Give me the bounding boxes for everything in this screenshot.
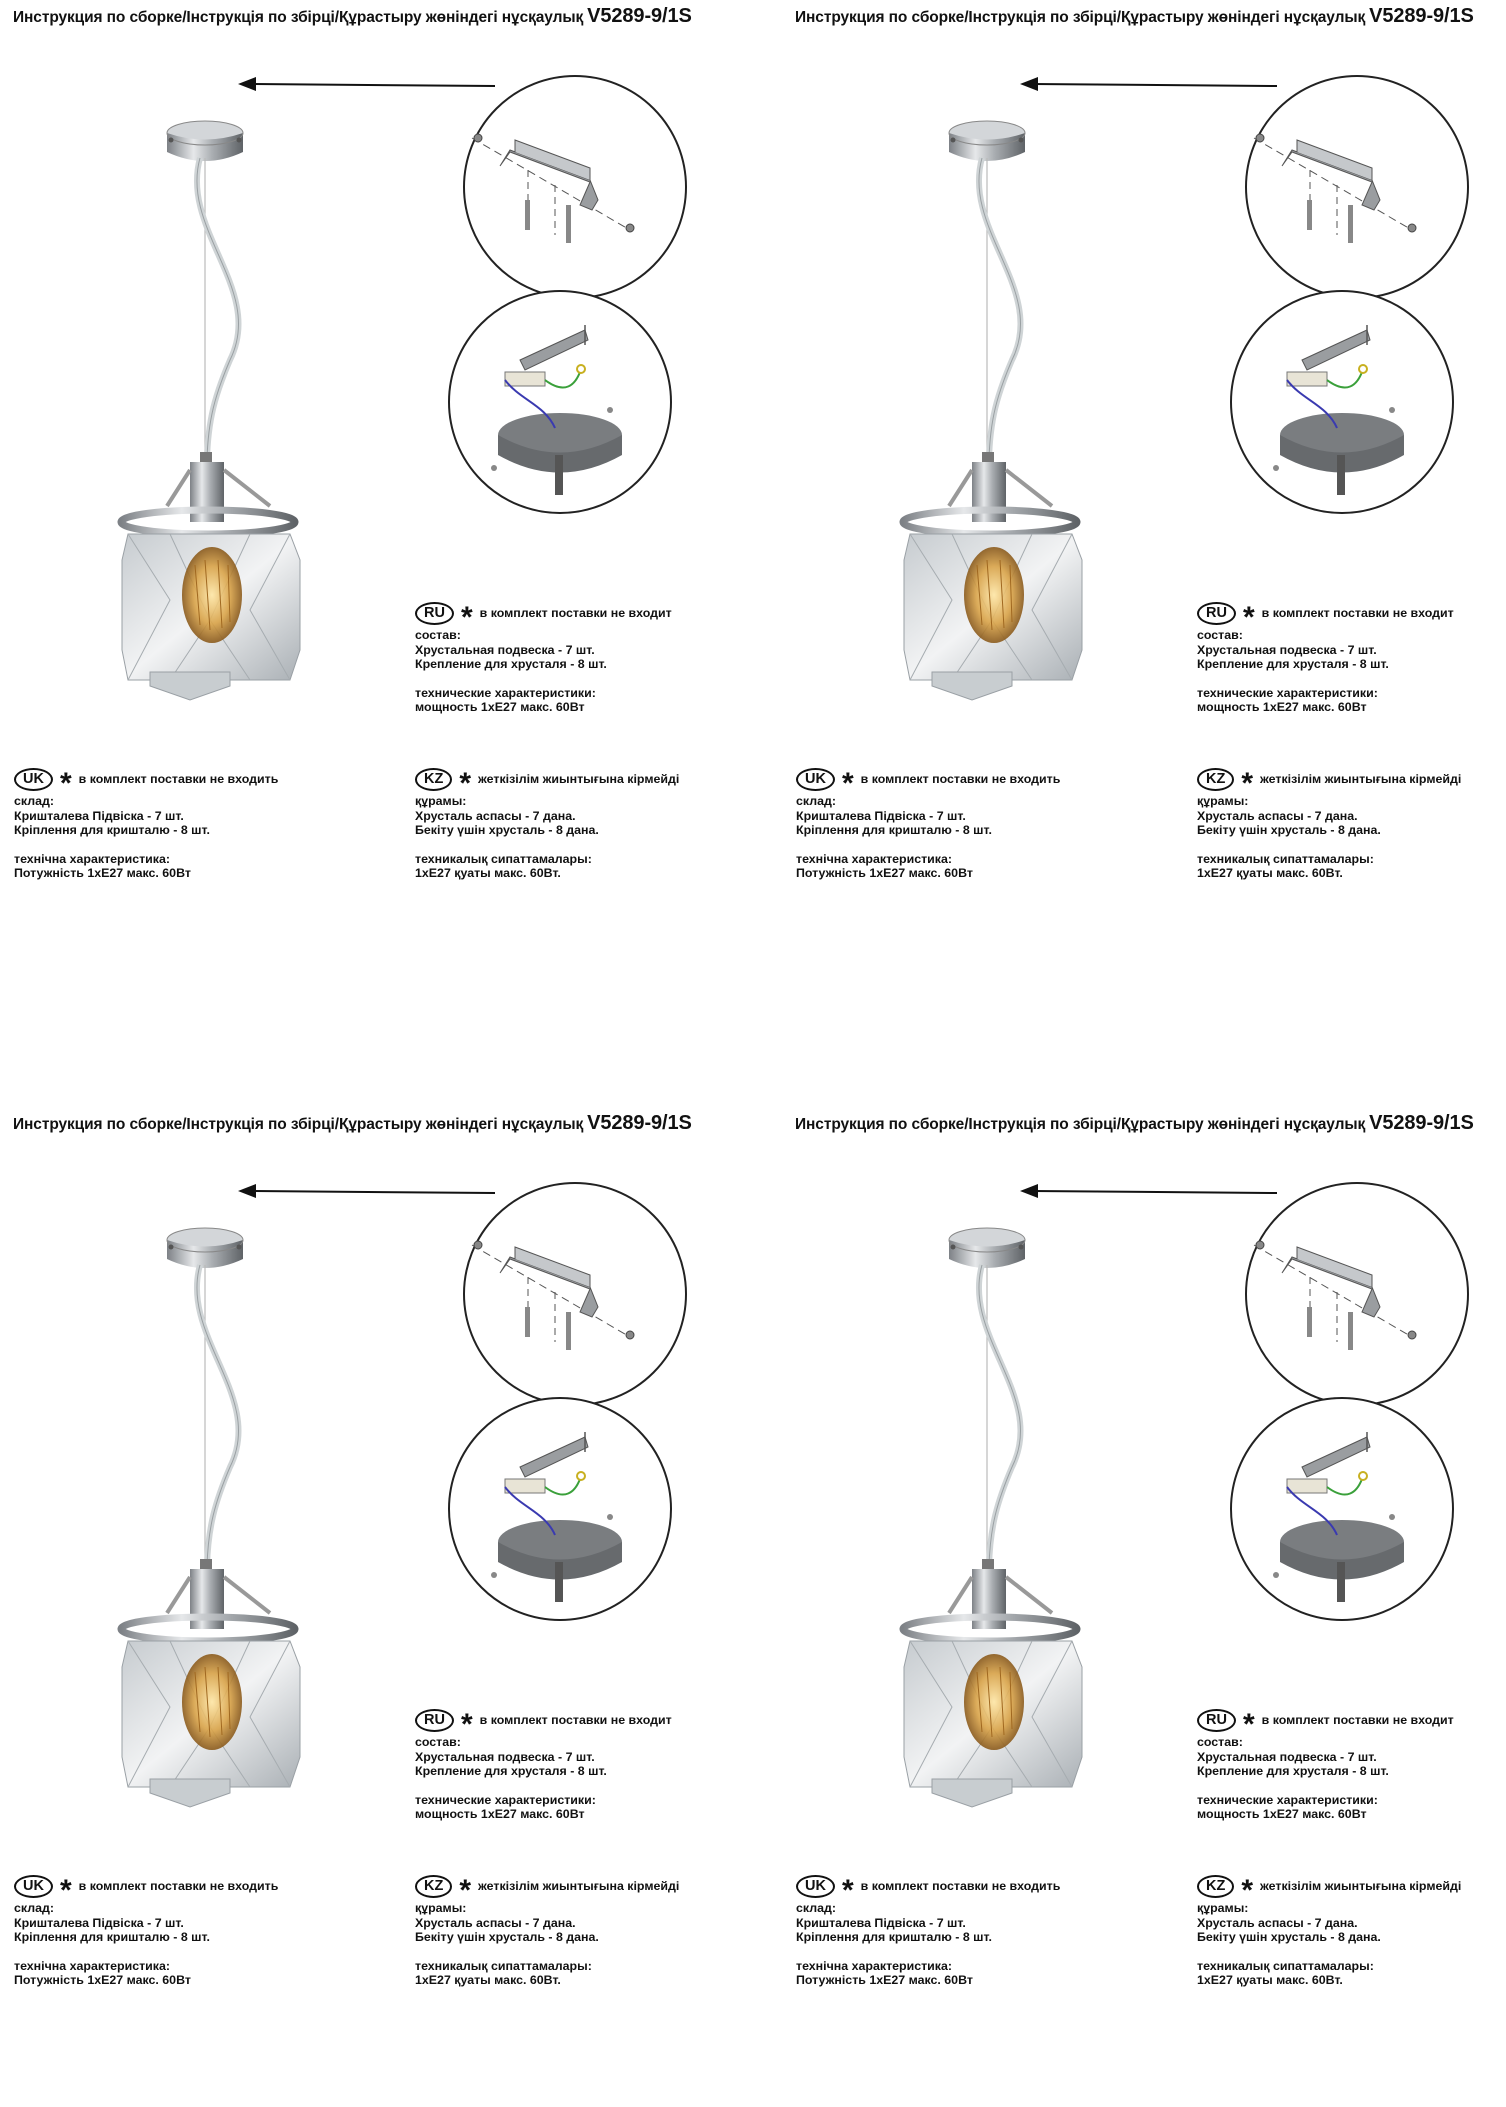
uk-specs-label: технічна характеристика: bbox=[14, 1958, 171, 1973]
instruction-panel-1 bbox=[0, 0, 753, 1000]
uk-badge: UK bbox=[796, 768, 835, 791]
uk-section bbox=[14, 766, 278, 881]
ru-composition-item: Крепление для хрусталя - 8 шт. bbox=[1197, 657, 1389, 671]
arrow-left-icon bbox=[238, 77, 495, 91]
kz-note: жеткізілім жиынтығына кірмейді bbox=[478, 1878, 680, 1893]
ru-composition-label: состав: bbox=[1197, 628, 1243, 642]
panel-title: Инструкция по сборке/Інструкція по збірці/Құрастыру жөніндегі нұсқаулық V5289-9/1S bbox=[13, 5, 692, 27]
uk-badge: UK bbox=[14, 1875, 53, 1898]
asterisk-icon: * bbox=[59, 767, 72, 800]
kz-composition-item: Хрусталь аспасы - 7 дана. bbox=[415, 808, 576, 823]
kz-badge: KZ bbox=[1197, 768, 1234, 791]
uk-composition-item: Кришталева Підвіска - 7 шт. bbox=[14, 808, 184, 823]
ru-composition-item: Хрустальная подвеска - 7 шт. bbox=[415, 1749, 595, 1764]
uk-composition-item: Кріплення для кришталю - 8 шт. bbox=[14, 823, 210, 837]
lamp-illustration bbox=[903, 1228, 1082, 1807]
uk-composition-item: Кришталева Підвіска - 7 шт. bbox=[796, 1915, 966, 1930]
kz-badge: KZ bbox=[415, 1875, 452, 1898]
ru-composition-label: состав: bbox=[415, 628, 461, 642]
uk-note: в комплект поставки не входить bbox=[860, 1878, 1061, 1893]
model-number: V5289-9/1S bbox=[587, 5, 692, 27]
instruction-panel-4 bbox=[782, 1107, 1506, 2107]
ru-section bbox=[415, 600, 672, 715]
kz-section bbox=[415, 766, 679, 881]
ru-section bbox=[415, 1707, 672, 1822]
ru-specs: мощность 1xE27 макс. 60Вт bbox=[1197, 700, 1367, 714]
ru-composition-item: Крепление для хрусталя - 8 шт. bbox=[415, 657, 607, 671]
mount-bracket-detail bbox=[464, 76, 686, 298]
instruction-panel-3 bbox=[0, 1107, 753, 2107]
model-number: V5289-9/1S bbox=[587, 1112, 692, 1134]
kz-composition-item: Бекіту үшін хрусталь - 8 дана. bbox=[1197, 823, 1381, 837]
ru-badge: RU bbox=[415, 1709, 454, 1732]
uk-composition-item: Кріплення для кришталю - 8 шт. bbox=[14, 1930, 210, 1944]
panel-title: Инструкция по сборке/Інструкція по збірці/Құрастыру жөніндегі нұсқаулық V5289-9/1S bbox=[795, 5, 1474, 27]
mount-bracket-detail bbox=[1246, 76, 1468, 298]
ru-section bbox=[1197, 1707, 1454, 1822]
ru-note: в комплект поставки не входит bbox=[479, 1712, 672, 1727]
mount-bracket-detail bbox=[464, 1183, 686, 1405]
ru-composition-item: Хрустальная подвеска - 7 шт. bbox=[1197, 642, 1377, 657]
kz-specs-label: техникалық сипаттамалары: bbox=[415, 1958, 592, 1973]
asterisk-icon: * bbox=[459, 767, 472, 800]
kz-section bbox=[1197, 1873, 1461, 1988]
ru-note: в комплект поставки не входит bbox=[1261, 605, 1454, 620]
kz-specs: 1xE27 қуаты макс. 60Вт. bbox=[1197, 1973, 1343, 1987]
arrow-left-icon bbox=[1020, 77, 1277, 91]
ru-badge: RU bbox=[415, 602, 454, 625]
uk-section bbox=[796, 766, 1060, 881]
kz-section bbox=[1197, 766, 1461, 881]
wiring-detail bbox=[1231, 291, 1453, 513]
model-number: V5289-9/1S bbox=[1369, 1112, 1474, 1134]
ru-composition-item: Хрустальная подвеска - 7 шт. bbox=[1197, 1749, 1377, 1764]
uk-specs-label: технічна характеристика: bbox=[14, 851, 171, 866]
ru-composition-label: состав: bbox=[415, 1735, 461, 1749]
uk-composition-item: Кришталева Підвіска - 7 шт. bbox=[14, 1915, 184, 1930]
asterisk-icon: * bbox=[1241, 767, 1254, 800]
uk-composition-label: склад: bbox=[796, 1901, 836, 1915]
mount-bracket-detail bbox=[1246, 1183, 1468, 1405]
kz-specs-label: техникалық сипаттамалары: bbox=[1197, 1958, 1374, 1973]
uk-composition-label: склад: bbox=[14, 1901, 54, 1915]
ru-section bbox=[1197, 600, 1454, 715]
kz-specs: 1xE27 қуаты макс. 60Вт. bbox=[415, 1973, 561, 1987]
model-number: V5289-9/1S bbox=[1369, 5, 1474, 27]
instruction-panel-2 bbox=[782, 0, 1506, 1000]
asterisk-icon: * bbox=[1242, 601, 1255, 634]
asterisk-icon: * bbox=[59, 1874, 72, 1907]
kz-composition-item: Хрусталь аспасы - 7 дана. bbox=[1197, 1915, 1358, 1930]
uk-composition-label: склад: bbox=[14, 794, 54, 808]
wiring-detail bbox=[1231, 1398, 1453, 1620]
asterisk-icon: * bbox=[460, 1708, 473, 1741]
asterisk-icon: * bbox=[1241, 1874, 1254, 1907]
asterisk-icon: * bbox=[459, 1874, 472, 1907]
kz-specs-label: техникалық сипаттамалары: bbox=[1197, 851, 1374, 866]
kz-composition-label: құрамы: bbox=[1197, 1901, 1249, 1915]
uk-note: в комплект поставки не входить bbox=[860, 771, 1061, 786]
ru-composition-item: Крепление для хрусталя - 8 шт. bbox=[1197, 1764, 1389, 1778]
arrow-left-icon bbox=[238, 1184, 495, 1198]
lamp-illustration bbox=[121, 121, 300, 700]
wiring-detail bbox=[449, 291, 671, 513]
ru-specs: мощность 1xE27 макс. 60Вт bbox=[415, 700, 585, 714]
asterisk-icon: * bbox=[841, 767, 854, 800]
kz-note: жеткізілім жиынтығына кірмейді bbox=[478, 771, 680, 786]
ru-specs-label: технические характеристики: bbox=[415, 1792, 596, 1807]
lamp-illustration bbox=[903, 121, 1082, 700]
kz-badge: KZ bbox=[415, 768, 452, 791]
asterisk-icon: * bbox=[460, 601, 473, 634]
ru-note: в комплект поставки не входит bbox=[1261, 1712, 1454, 1727]
ru-composition-item: Крепление для хрусталя - 8 шт. bbox=[415, 1764, 607, 1778]
kz-note: жеткізілім жиынтығына кірмейді bbox=[1260, 1878, 1462, 1893]
kz-composition-label: құрамы: bbox=[415, 1901, 467, 1915]
ru-specs: мощность 1xE27 макс. 60Вт bbox=[1197, 1807, 1367, 1821]
ru-composition-item: Хрустальная подвеска - 7 шт. bbox=[415, 642, 595, 657]
arrow-left-icon bbox=[1020, 1184, 1277, 1198]
ru-specs-label: технические характеристики: bbox=[1197, 685, 1378, 700]
uk-specs-label: технічна характеристика: bbox=[796, 1958, 953, 1973]
uk-composition-label: склад: bbox=[796, 794, 836, 808]
wiring-detail bbox=[449, 1398, 671, 1620]
ru-badge: RU bbox=[1197, 602, 1236, 625]
ru-composition-label: состав: bbox=[1197, 1735, 1243, 1749]
uk-specs: Потужність 1xE27 макс. 60Вт bbox=[796, 1973, 973, 1987]
uk-section bbox=[796, 1873, 1060, 1988]
kz-composition-label: құрамы: bbox=[1197, 794, 1249, 808]
kz-specs: 1xE27 қуаты макс. 60Вт. bbox=[415, 866, 561, 880]
kz-composition-item: Бекіту үшін хрусталь - 8 дана. bbox=[1197, 1930, 1381, 1944]
uk-composition-item: Кришталева Підвіска - 7 шт. bbox=[796, 808, 966, 823]
kz-section bbox=[415, 1873, 679, 1988]
ru-specs-label: технические характеристики: bbox=[415, 685, 596, 700]
kz-composition-item: Хрусталь аспасы - 7 дана. bbox=[1197, 808, 1358, 823]
uk-note: в комплект поставки не входить bbox=[78, 1878, 279, 1893]
uk-note: в комплект поставки не входить bbox=[78, 771, 279, 786]
kz-specs-label: техникалық сипаттамалары: bbox=[415, 851, 592, 866]
ru-note: в комплект поставки не входит bbox=[479, 605, 672, 620]
panel-title: Инструкция по сборке/Інструкція по збірці/Құрастыру жөніндегі нұсқаулық V5289-9/1S bbox=[795, 1112, 1474, 1134]
panel-title: Инструкция по сборке/Інструкція по збірці/Құрастыру жөніндегі нұсқаулық V5289-9/1S bbox=[13, 1112, 692, 1134]
kz-note: жеткізілім жиынтығына кірмейді bbox=[1260, 771, 1462, 786]
uk-specs: Потужність 1xE27 макс. 60Вт bbox=[14, 866, 191, 880]
asterisk-icon: * bbox=[1242, 1708, 1255, 1741]
kz-specs: 1xE27 қуаты макс. 60Вт. bbox=[1197, 866, 1343, 880]
ru-specs-label: технические характеристики: bbox=[1197, 1792, 1378, 1807]
uk-badge: UK bbox=[796, 1875, 835, 1898]
kz-composition-item: Бекіту үшін хрусталь - 8 дана. bbox=[415, 823, 599, 837]
uk-specs: Потужність 1xE27 макс. 60Вт bbox=[796, 866, 973, 880]
uk-badge: UK bbox=[14, 768, 53, 791]
kz-composition-item: Бекіту үшін хрусталь - 8 дана. bbox=[415, 1930, 599, 1944]
uk-composition-item: Кріплення для кришталю - 8 шт. bbox=[796, 823, 992, 837]
asterisk-icon: * bbox=[841, 1874, 854, 1907]
uk-specs: Потужність 1xE27 макс. 60Вт bbox=[14, 1973, 191, 1987]
uk-composition-item: Кріплення для кришталю - 8 шт. bbox=[796, 1930, 992, 1944]
uk-specs-label: технічна характеристика: bbox=[796, 851, 953, 866]
kz-composition-item: Хрусталь аспасы - 7 дана. bbox=[415, 1915, 576, 1930]
uk-section bbox=[14, 1873, 278, 1988]
kz-composition-label: құрамы: bbox=[415, 794, 467, 808]
ru-specs: мощность 1xE27 макс. 60Вт bbox=[415, 1807, 585, 1821]
lamp-illustration bbox=[121, 1228, 300, 1807]
kz-badge: KZ bbox=[1197, 1875, 1234, 1898]
ru-badge: RU bbox=[1197, 1709, 1236, 1732]
